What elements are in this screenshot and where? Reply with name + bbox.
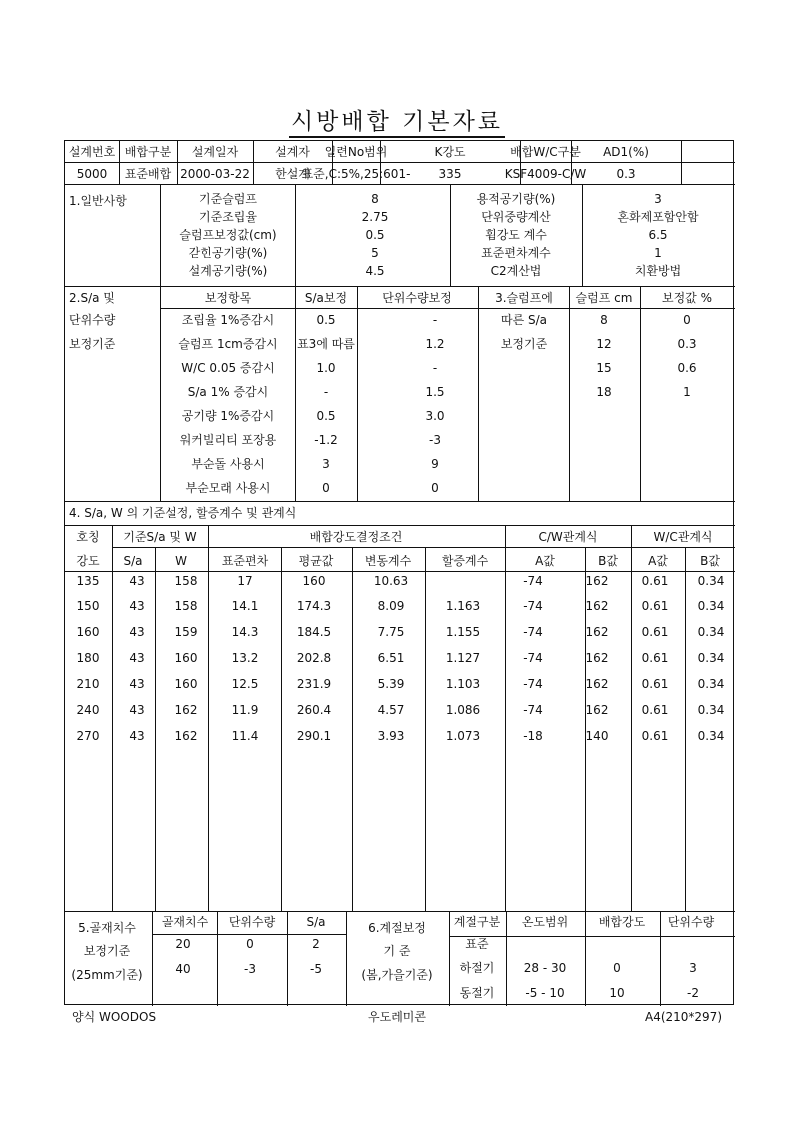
table-cell: 231.9 [296, 677, 332, 691]
grid-line [660, 911, 661, 1006]
table-cell: 0.34 [697, 625, 725, 639]
table-cell: 11.4 [231, 729, 259, 743]
grid-line [65, 911, 735, 912]
table-cell: -18 [523, 729, 543, 743]
table-cell: 1.103 [445, 677, 481, 691]
grid-line [450, 184, 451, 286]
grid-line [681, 141, 682, 184]
table-header: S/a [123, 554, 143, 568]
slump-correction: 0 [683, 313, 691, 327]
grid-line [346, 911, 347, 1006]
correction-item: 슬럼프 1cm증감시 [178, 337, 278, 351]
table-cell: 210 [76, 677, 100, 691]
table-cell: 1.163 [445, 599, 481, 613]
grid-line [65, 571, 735, 572]
table-cell: 160 [174, 651, 198, 665]
table-cell: 4.57 [377, 703, 405, 717]
grid-line [287, 911, 288, 1006]
correction-water: - [432, 361, 438, 375]
table-header: A값 [648, 554, 668, 568]
section-title: 5.골재치수 [78, 921, 136, 935]
correction-item: 워커빌리티 포장용 [179, 433, 277, 447]
footer-form-code: 양식 WOODOS [72, 1010, 157, 1024]
grid-line [631, 525, 632, 911]
grid-line [585, 911, 586, 1006]
grid-line [352, 547, 353, 911]
table-cell: 0.34 [697, 729, 725, 743]
table-cell: 11.9 [231, 703, 259, 717]
header-label: AD1(%) [603, 145, 649, 159]
table-header: 골재치수 [161, 915, 209, 929]
header-value: 5000 [76, 167, 108, 181]
table-cell: 1.155 [445, 625, 481, 639]
table-cell: 5.39 [377, 677, 405, 691]
table-cell: 290.1 [296, 729, 332, 743]
table-cell: -74 [523, 625, 543, 639]
table-header: 호칭 [76, 530, 100, 544]
table-header: 강도 [76, 554, 100, 568]
grid-line [65, 184, 735, 185]
page-title: 시방배합 기본자료 [0, 103, 794, 136]
correction-water: 3.0 [425, 409, 445, 423]
header-value: 표준,C:5%,25:601- [301, 167, 411, 181]
slump-value: 15 [596, 361, 612, 375]
grid-line [295, 184, 296, 286]
correction-water: 9 [431, 457, 439, 471]
table-cell: 162 [585, 625, 609, 639]
slump-value: 12 [596, 337, 612, 351]
section-title: 6.계절보정 [368, 921, 426, 935]
table-cell: 0.61 [641, 729, 669, 743]
table-cell: 3 [689, 961, 697, 975]
table-header: 단위수량 [667, 915, 715, 929]
grid-line [160, 286, 161, 501]
correction-item: 공기량 1%증감시 [181, 409, 275, 423]
section-title: (25mm기준) [71, 968, 143, 982]
grid-line [152, 911, 153, 1006]
correction-item: W/C 0.05 증감시 [181, 361, 275, 375]
table-header: 평균값 [298, 554, 334, 568]
table-cell: 17 [237, 574, 253, 588]
table-header: B값 [700, 554, 720, 568]
general-right-label: 단위중량계산 [481, 210, 551, 224]
table-header: 온도범위 [521, 915, 569, 929]
table-cell: 43 [129, 574, 145, 588]
table-cell: 162 [174, 703, 198, 717]
grid-line [295, 286, 296, 501]
table-cell: 0.34 [697, 599, 725, 613]
table-cell: 28 - 30 [523, 961, 567, 975]
general-left-value: 0.5 [365, 228, 385, 242]
table-header: W/C관계식 [653, 530, 713, 544]
table-cell: 10.63 [373, 574, 409, 588]
grid-line [569, 286, 570, 501]
general-left-label: 기준조립율 [199, 210, 257, 224]
grid-line [160, 308, 735, 309]
header-label: 배합구분 [124, 145, 172, 159]
general-right-value: 3 [654, 192, 662, 206]
grid-line [582, 184, 583, 286]
table-cell: 43 [129, 599, 145, 613]
section-title: 2.S/a 및 [69, 291, 115, 305]
correction-item: 조립율 1%증감시 [181, 313, 275, 327]
table-cell: 160 [302, 574, 326, 588]
section-title: (봄,가을기준) [361, 968, 433, 982]
table-cell: 동절기 [459, 986, 495, 1000]
correction-item: 부순모래 사용시 [185, 481, 271, 495]
table-cell: 202.8 [296, 651, 332, 665]
table-header: 계절구분 [453, 915, 501, 929]
footer-company: 우도레미콘 [368, 1010, 426, 1024]
grid-line [65, 286, 735, 287]
table-cell: -74 [523, 677, 543, 691]
correction-item: 부순돌 사용시 [191, 457, 265, 471]
correction-sa: 3 [322, 457, 330, 471]
table-cell: 40 [175, 962, 191, 976]
section-title: 3.슬럼프에 [495, 291, 553, 305]
general-right-label: C2계산법 [490, 264, 542, 278]
spec-sheet [64, 140, 734, 1005]
table-cell: 160 [76, 625, 100, 639]
table-cell: 162 [585, 651, 609, 665]
grid-line [449, 911, 450, 1006]
general-left-value: 4.5 [365, 264, 385, 278]
general-left-value: 2.75 [361, 210, 389, 224]
header-label: K강도 [434, 145, 466, 159]
section-title: 4. S/a, W 의 기준설정, 할증계수 및 관계식 [69, 506, 297, 520]
section-title: 보정기준 [500, 337, 548, 351]
table-cell: -74 [523, 703, 543, 717]
correction-sa: 0.5 [316, 409, 336, 423]
grid-line [281, 547, 282, 911]
table-cell: 0.34 [697, 703, 725, 717]
correction-water: - [432, 313, 438, 327]
header-value: 335 [438, 167, 462, 181]
correction-water: 1.5 [425, 385, 445, 399]
general-left-label: 슬럼프보정값(cm) [179, 228, 277, 242]
table-cell: 0.34 [697, 651, 725, 665]
grid-line [449, 936, 735, 937]
general-right-label: 휨강도 계수 [485, 228, 547, 242]
table-cell: 0 [613, 961, 621, 975]
table-cell: 160 [174, 677, 198, 691]
general-right-label: 용적공기량(%) [476, 192, 556, 206]
table-cell: 260.4 [296, 703, 332, 717]
correction-sa: 1.0 [316, 361, 336, 375]
correction-sa: 0.5 [316, 313, 336, 327]
section-title: 기 준 [383, 944, 411, 958]
table-cell: -5 [310, 962, 322, 976]
grid-line [640, 286, 641, 501]
table-cell: 1.073 [445, 729, 481, 743]
general-left-label: 설계공기량(%) [188, 264, 268, 278]
grid-line [506, 911, 507, 1006]
general-right-value: 치환방법 [634, 264, 682, 278]
table-header: 표준편차 [221, 554, 269, 568]
section-title: 단위수량 [69, 313, 116, 327]
table-cell: 43 [129, 677, 145, 691]
grid-line [425, 547, 426, 911]
table-cell: 158 [174, 574, 198, 588]
header-value: KSF4009-C/W [504, 167, 587, 181]
table-cell: 0.61 [641, 599, 669, 613]
slump-value: 18 [596, 385, 612, 399]
table-header: 단위수량 [228, 915, 276, 929]
table-cell: 150 [76, 599, 100, 613]
grid-line [65, 501, 735, 502]
general-right-value: 6.5 [648, 228, 668, 242]
grid-line [478, 286, 479, 501]
table-cell: 43 [129, 651, 145, 665]
table-cell: -2 [687, 986, 699, 1000]
correction-water: -3 [429, 433, 441, 447]
grid-line [152, 934, 346, 935]
table-cell: -74 [523, 599, 543, 613]
general-left-label: 기준슬럼프 [199, 192, 257, 206]
correction-sa: -1.2 [314, 433, 338, 447]
grid-line [112, 547, 735, 548]
table-header: 보정항목 [204, 291, 252, 305]
grid-line [217, 911, 218, 1006]
header-value: 표준배합 [124, 167, 172, 181]
table-header: 기준S/a 및 W [123, 530, 197, 544]
table-cell: 1.127 [445, 651, 481, 665]
table-header: W [175, 554, 187, 568]
table-cell: 0.61 [641, 703, 669, 717]
grid-line [160, 184, 161, 286]
slump-correction: 0.3 [677, 337, 697, 351]
correction-item: S/a 1% 증감시 [187, 385, 269, 399]
table-cell: 20 [175, 937, 191, 951]
general-right-value: 1 [654, 246, 662, 260]
table-header: 단위수량보정 [382, 291, 452, 305]
header-label: 설계자 [275, 145, 310, 159]
general-right-label: 표준편차계수 [481, 246, 551, 260]
slump-correction: 1 [683, 385, 691, 399]
table-cell: 240 [76, 703, 100, 717]
table-header: S/a [306, 915, 326, 929]
table-cell: -3 [244, 962, 256, 976]
grid-line [177, 141, 178, 184]
table-header: 변동계수 [364, 554, 412, 568]
table-cell: 2 [312, 937, 320, 951]
grid-line [155, 547, 156, 911]
general-left-label: 갇힌공기량(%) [188, 246, 268, 260]
table-cell: 표준 [465, 937, 489, 951]
section-title: 보정기준 [69, 337, 116, 351]
header-value: 0.3 [616, 167, 636, 181]
correction-water: 1.2 [425, 337, 445, 351]
table-cell: 13.2 [231, 651, 259, 665]
general-left-value: 8 [371, 192, 379, 206]
table-cell: 270 [76, 729, 100, 743]
table-cell: 184.5 [296, 625, 332, 639]
header-label: 설계번호 [68, 145, 116, 159]
correction-sa: - [323, 385, 329, 399]
grid-line [65, 525, 735, 526]
table-cell: 43 [129, 703, 145, 717]
section-title: 1.일반사항 [69, 194, 127, 208]
table-cell: 174.3 [296, 599, 332, 613]
table-cell: 162 [585, 703, 609, 717]
table-cell: 10 [609, 986, 625, 1000]
grid-line [119, 141, 120, 184]
header-label: 배합W/C구분 [510, 145, 581, 159]
grid-line [208, 525, 209, 911]
grid-line [685, 547, 686, 911]
table-cell: 0.34 [697, 677, 725, 691]
table-cell: 0 [246, 937, 254, 951]
table-cell: 8.09 [377, 599, 405, 613]
table-cell: 1.086 [445, 703, 481, 717]
table-cell: 162 [174, 729, 198, 743]
grid-line [112, 525, 113, 911]
grid-line [505, 525, 506, 911]
correction-water: 0 [431, 481, 439, 495]
section-title: 따른 S/a [500, 313, 548, 327]
table-cell: 0.61 [641, 625, 669, 639]
table-header: 배합강도결정조건 [309, 530, 403, 544]
table-cell: 43 [129, 625, 145, 639]
header-label: 일련No범위 [324, 145, 388, 159]
table-header: 할증계수 [441, 554, 489, 568]
table-header: 슬럼프 cm [575, 291, 633, 305]
table-header: C/W관계식 [538, 530, 598, 544]
table-cell: 162 [585, 574, 609, 588]
section-title: 보정기준 [83, 944, 131, 958]
footer-paper-size: A4(210*297) [644, 1010, 722, 1024]
table-cell: 162 [585, 677, 609, 691]
table-cell: 180 [76, 651, 100, 665]
table-cell: 하절기 [459, 961, 495, 975]
table-cell: 140 [585, 729, 609, 743]
table-header: 보정값 % [662, 291, 712, 305]
correction-sa: 0 [322, 481, 330, 495]
table-cell: 159 [174, 625, 198, 639]
slump-value: 8 [600, 313, 608, 327]
table-cell: 162 [585, 599, 609, 613]
general-right-value: 혼화제포함안함 [617, 210, 699, 224]
grid-line [357, 286, 358, 501]
table-cell: 3.93 [377, 729, 405, 743]
table-cell: 6.51 [377, 651, 405, 665]
table-cell: 7.75 [377, 625, 405, 639]
slump-correction: 0.6 [677, 361, 697, 375]
header-value: 한설계 [275, 167, 310, 181]
grid-line [253, 141, 254, 184]
table-header: B값 [598, 554, 618, 568]
table-cell: 0.34 [697, 574, 725, 588]
table-cell: 14.3 [231, 625, 259, 639]
header-value: 2000-03-22 [180, 167, 250, 181]
header-label: 설계일자 [191, 145, 239, 159]
grid-line [65, 162, 735, 163]
table-cell: 0.61 [641, 574, 669, 588]
correction-sa: 표3에 따름 [297, 337, 355, 351]
general-left-value: 5 [371, 246, 379, 260]
table-cell: 0.61 [641, 677, 669, 691]
table-cell: -74 [523, 574, 543, 588]
table-header: A값 [535, 554, 555, 568]
table-cell: 135 [76, 574, 100, 588]
table-cell: 0.61 [641, 651, 669, 665]
table-cell: 158 [174, 599, 198, 613]
table-cell: 14.1 [231, 599, 259, 613]
table-cell: 43 [129, 729, 145, 743]
table-header: 배합강도 [598, 915, 646, 929]
table-cell: -74 [523, 651, 543, 665]
table-cell: 12.5 [231, 677, 259, 691]
table-header: S/a보정 [304, 291, 348, 305]
table-cell: -5 - 10 [525, 986, 565, 1000]
